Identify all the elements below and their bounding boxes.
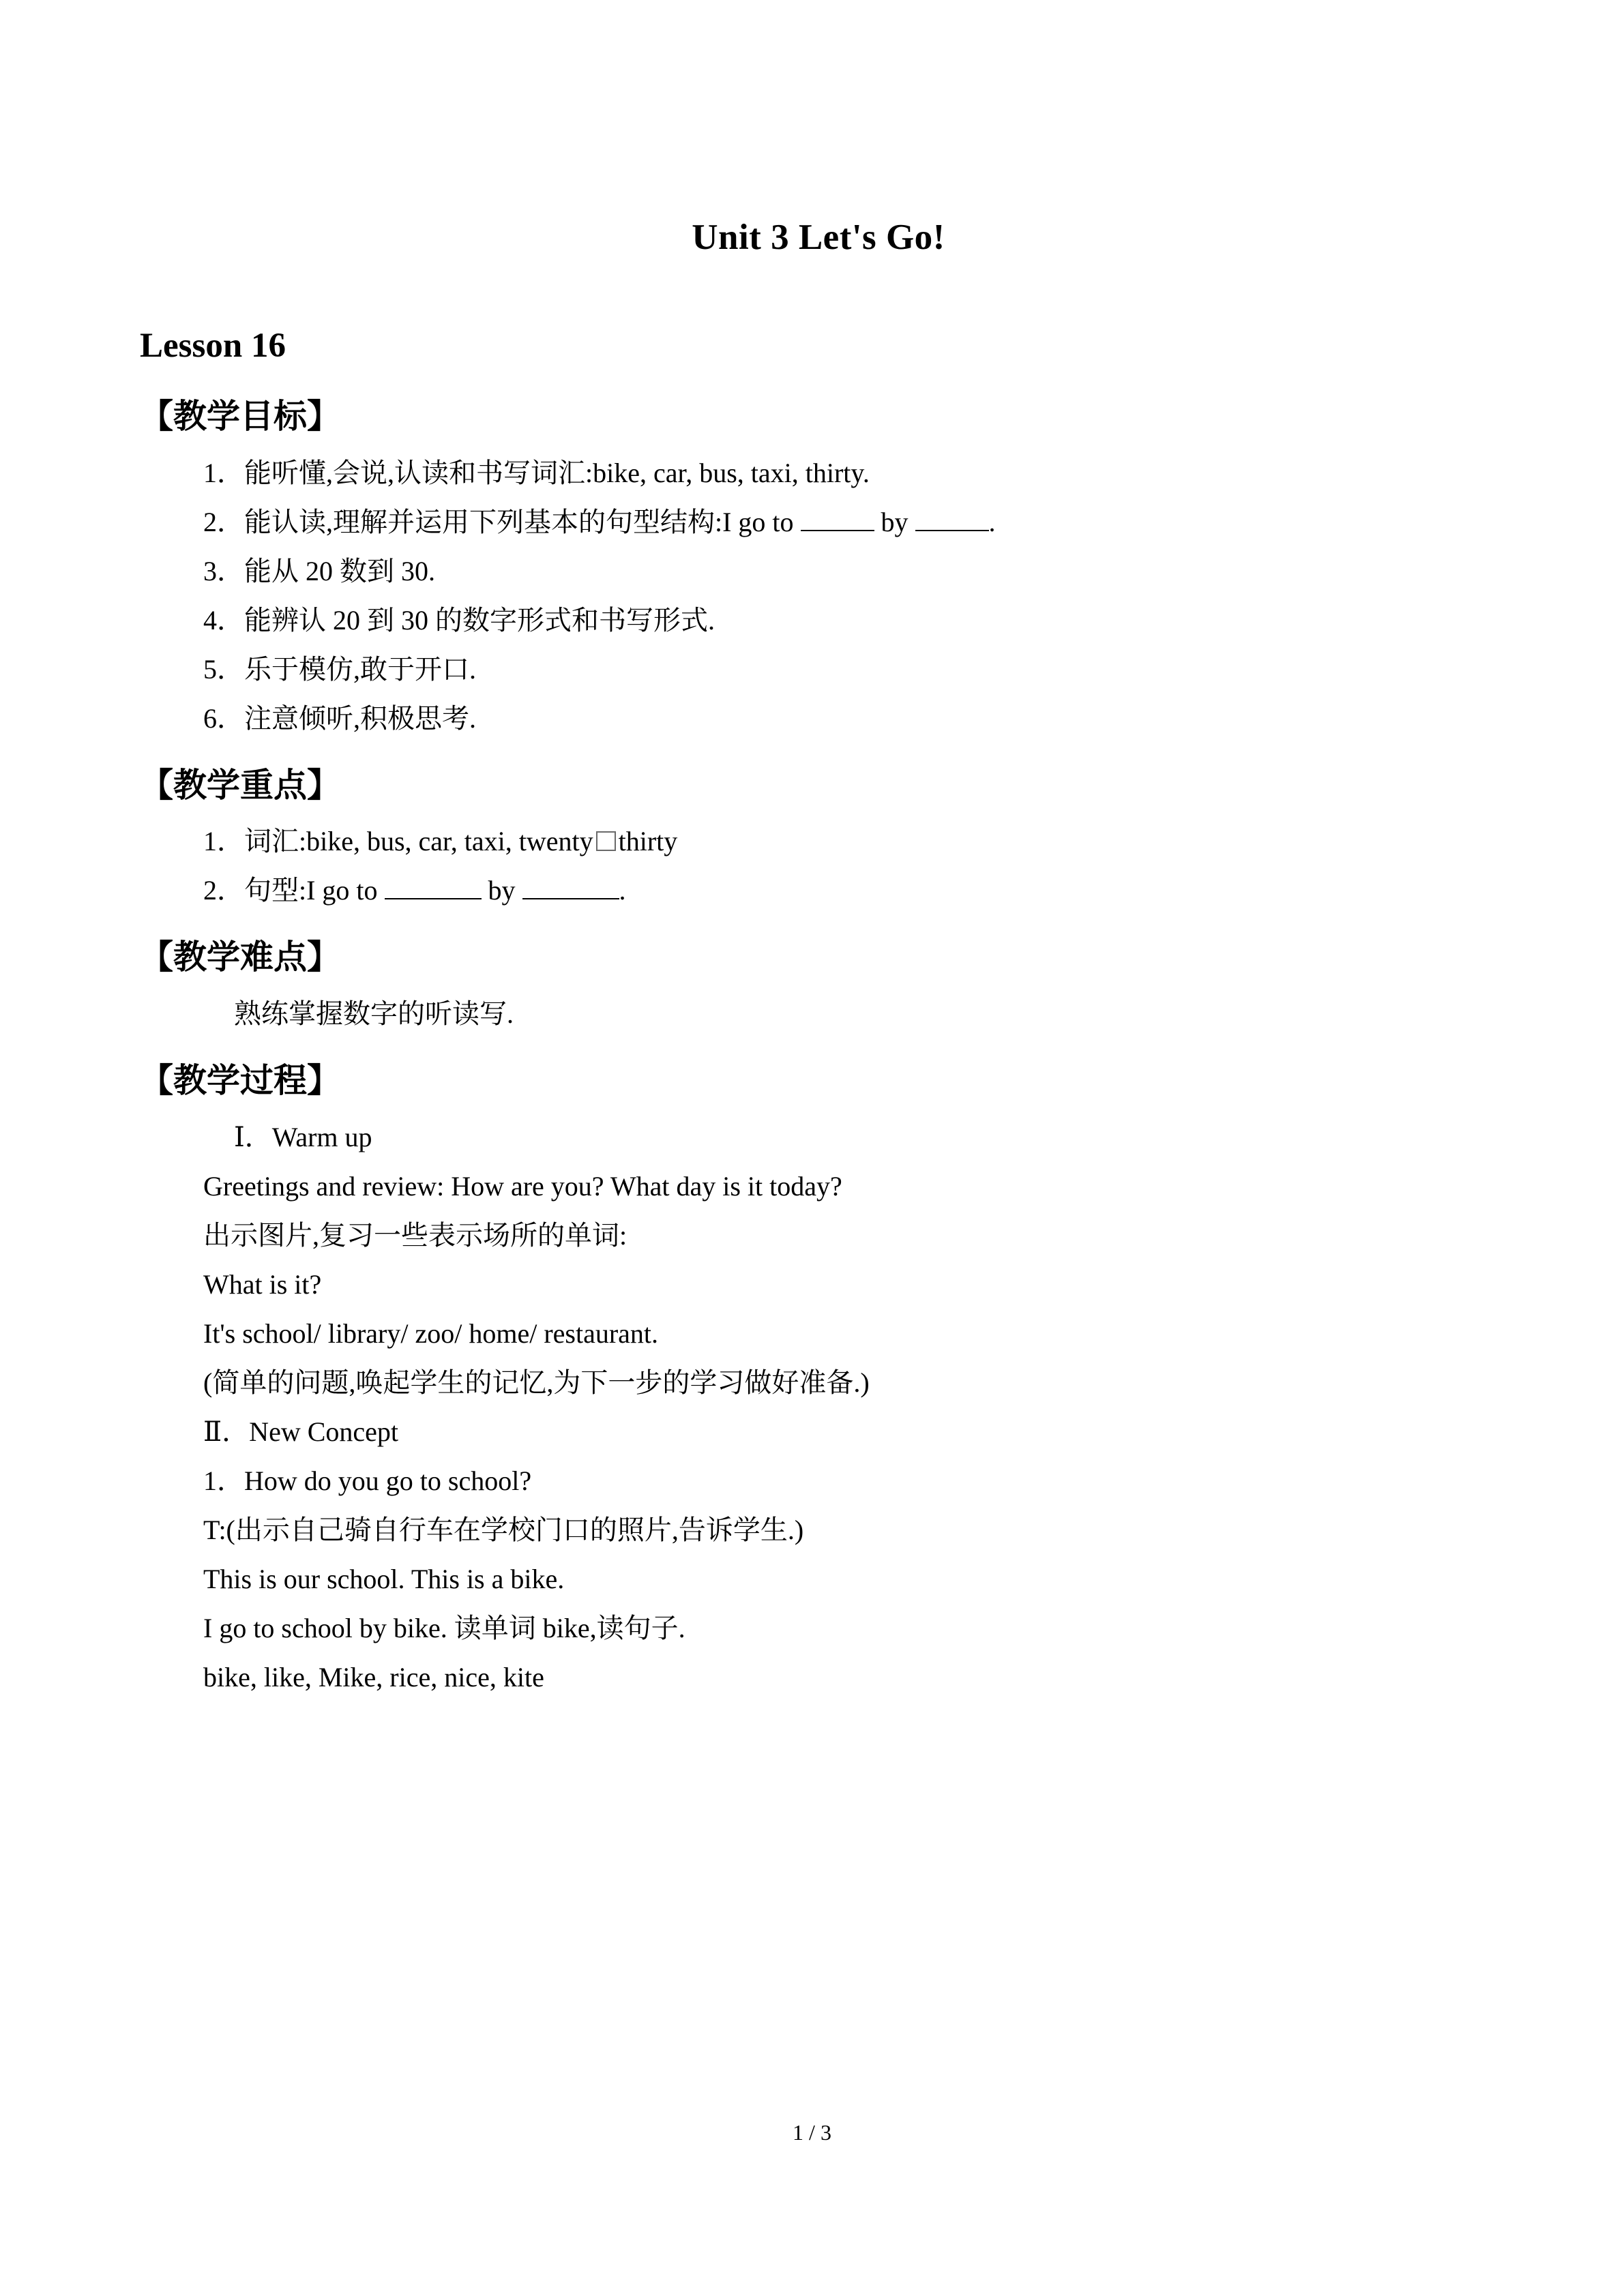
objective-item-2 — [140, 490, 1497, 539]
objective-text-2-mid: by — [874, 506, 915, 537]
section-heading-objectives: 【教学目标】 — [140, 397, 341, 435]
objective-item-3 — [140, 539, 1497, 588]
process-line-its-school: It's school/ library/ zoo/ home/ restaurant. — [203, 1317, 659, 1349]
key-point-text-2-mid: by — [481, 875, 522, 906]
process-line-i-go-to-school: I go to school by bike. 读单词 bike,读句子. — [203, 1612, 685, 1643]
difficulties-text: 熟练掌握数字的听读写. — [234, 998, 514, 1030]
objective-index-5: 5． — [203, 653, 244, 685]
section-heading-difficulties: 【教学难点】 — [140, 938, 341, 976]
fill-blank-transport-2 — [522, 898, 619, 899]
section-heading-key-points: 【教学重点】 — [140, 766, 341, 804]
fill-blank-transport — [915, 530, 989, 531]
key-point-item-2 — [140, 859, 1497, 908]
process-line-teacher-photo: T:(出示自己骑自行车在学校门口的照片,告诉学生.) — [203, 1514, 804, 1545]
page-footer: 1 / 3 — [793, 2120, 831, 2145]
section-heading-process: 【教学过程】 — [140, 1062, 341, 1100]
process-line-what-is-it: What is it? — [203, 1268, 322, 1300]
objective-index-4: 4． — [203, 604, 244, 636]
process-line-this-is-our-school: This is our school. This is a bike. — [203, 1563, 565, 1594]
process-line-greetings: Greetings and review: How are you? What day is it today? — [203, 1170, 842, 1202]
key-point-index-2: 2． — [203, 875, 244, 906]
key-point-text-2-pre: 句型:I go to — [244, 875, 385, 906]
objective-text-5: 乐于模仿,敢于开口. — [244, 653, 476, 685]
objective-item-5 — [140, 638, 1497, 687]
page-title: Unit 3 Let's Go! — [692, 218, 945, 257]
process-line-word-family: bike, like, Mike, rice, nice, kite — [203, 1661, 544, 1693]
objective-index-6: 6． — [203, 702, 244, 734]
objective-index-2: 2． — [203, 506, 244, 537]
objective-text-6: 注意倾听,积极思考. — [244, 702, 476, 734]
key-point-text-1-post: thirty — [618, 826, 678, 857]
document-content — [140, 0, 1497, 1695]
objective-item-6 — [140, 687, 1497, 736]
objective-item-1 — [140, 441, 1497, 490]
missing-glyph-icon — [596, 831, 616, 851]
objective-text-4: 能辨认 20 到 30 的数字形式和书写形式. — [244, 604, 715, 636]
process-step-2-label: Ⅱ．New Concept — [203, 1416, 399, 1447]
fill-blank-destination — [801, 530, 874, 531]
objective-text-1: 能听懂,会说,认读和书写词汇:bike, car, bus, taxi, thirty. — [244, 457, 870, 488]
process-line-teacher-note: (简单的问题,唤起学生的记忆,为下一步的学习做好准备.) — [203, 1367, 870, 1398]
objective-text-3: 能从 20 数到 30. — [244, 555, 435, 586]
key-point-text-1-pre: 词汇:bike, bus, car, taxi, twenty — [244, 826, 593, 857]
objective-text-2-post: . — [988, 506, 996, 537]
objective-index-3: 3． — [203, 555, 244, 586]
lesson-heading: Lesson 16 — [140, 326, 286, 365]
fill-blank-destination-2 — [385, 898, 482, 899]
key-point-text-2-post: . — [619, 875, 626, 906]
process-line-how-do-you-go: 1．How do you go to school? — [203, 1465, 532, 1496]
process-line-show-pictures: 出示图片,复习一些表示场所的单词: — [203, 1219, 628, 1251]
objective-item-4 — [140, 588, 1497, 638]
objective-text-2-pre: 能认读,理解并运用下列基本的句型结构:I go to — [244, 506, 801, 537]
key-point-index-1: 1． — [203, 826, 244, 857]
objective-index-1: 1． — [203, 457, 244, 488]
key-point-item-1 — [140, 809, 1497, 859]
process-step-1-label: Ⅰ．Warm up — [234, 1121, 372, 1152]
